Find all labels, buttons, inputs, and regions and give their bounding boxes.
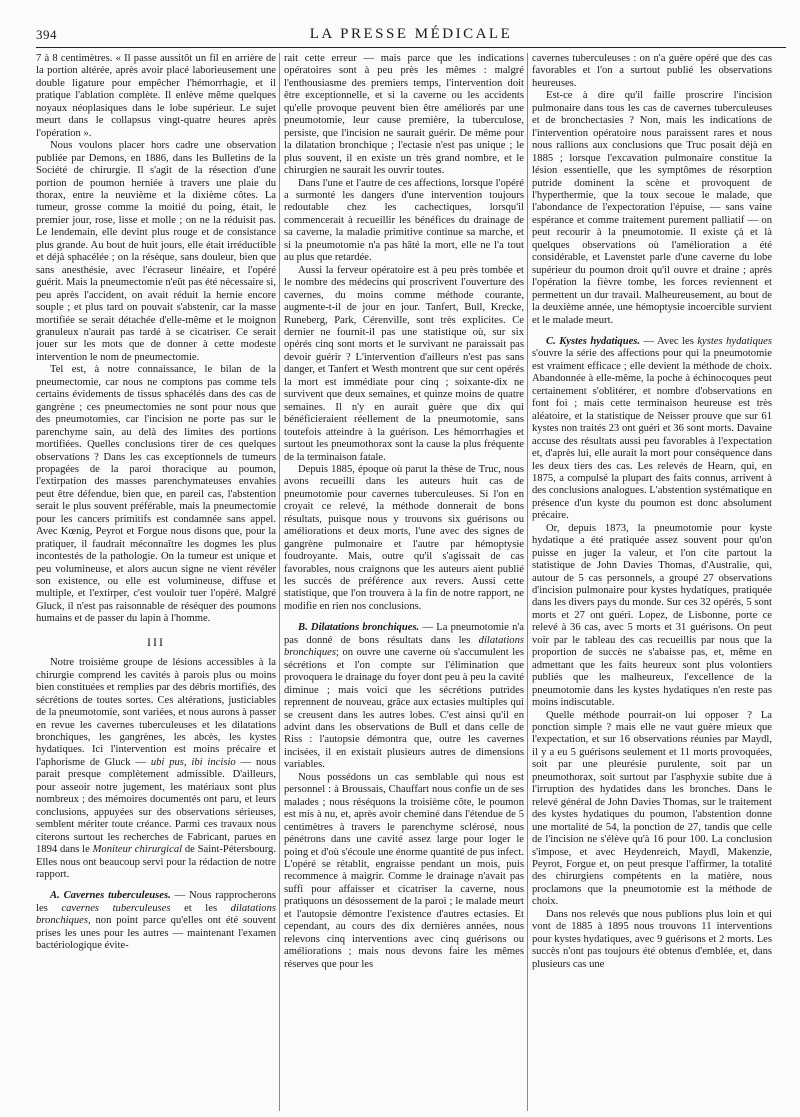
page-header [36,22,786,44]
column-left [36,53,276,1111]
section-heading: III [147,634,165,649]
text-run: — Avec les [643,335,694,347]
paragraph [36,657,276,881]
column-middle [284,53,524,1111]
paragraph [36,890,276,952]
column-divider [279,53,280,1111]
text-run: — nous parait presque complètement admissible. D'ailleurs, pour asseoir notre jugement, les matériaux sont plus nombreux ; des mémoires documentés ont paru, et leurs conclusions, appuyées sur des observations sérieuses, semblent mériter toute créance. Parmi ces travaux nous citerons surtout les recherches de Fabricant, parues en 1894 dans le [36,756,276,856]
paragraph: Dans l'une et l'autre de ces affections, lorsque l'opéré a surmonté les dangers d'une intervention toujours redoutable chez les cachectiques, lorsqu'il commencerait à recueillir les bénéfices du drainage de sa caverne, la maladie primitive continue sa marche, et si la pneumotomie n'a pas hâté la mort, elle ne l'a tout au plus que retardée. [284,177,524,264]
emphasis: kystes hydatiques [697,335,772,347]
paragraph: 7 à 8 centimètres. « Il passe aussitôt un fil en arrière de la portion altérée, après avoir placé laborieusement une double ligature pour empêcher l'hémorrhagie, et il pratique l'ablation complète. Il enlève même quelques noyaux néoplasiques dans le lobe supérieur. Le sujet meurt dans le collapsus vingt-quatre heures après l'opération ». [36,53,276,139]
text-run: Notre troisième groupe de lésions accessibles à la chirurgie comprend les cavités à parois plus ou moins bien constituées et remplies par des débris mortifiés, des sécrétions de toutes sortes. Ces altérations, justiciables de la pneumotomie, sont variées, et nous aurons à passer en revue les cavernes tuberculeuses et les dilatations bronchiques, les gangrènes, les abcès, les kystes hydatiques. Ici l'intervention est moins précaire et l'aphorisme de Gluck — [36,657,276,768]
latin-quote: ubi pus, ibi incisio [150,756,236,768]
text-columns [36,53,788,1111]
journal-name: Moniteur chirurgical [92,844,183,856]
text-run: — La pneumotomie n'a pas donné de bons résultats dans les [284,622,524,646]
paragraph: Quelle méthode pourrait-on lui opposer ? La ponction simple ? mais elle ne vaut guère mieux que l'expectation, et sur 16 observations réunies par Maydl, il y a eu 5 guérisons seulement et 11 morts provoquées, soit par une pleurésie purulente, soit par un pneumothorax, soit surtout par l'asphyxie subite due à l'irruption des hydatides dans les bronches. Dans le relevé général de John Davies Thomas, sur le traitement des kystes hydatiques du poumon, l'abstention donne une mortalité de 54, la ponction de 27, tandis que celle de l'incision ne s'élève qu'à 16 pour 100. La conclusion s'impose, et avec Heydenreich, Maydl, Makenzie, Peyrot, Forgue et, on peut presque l'affirmer, la totalité des chirurgiens compétents en la matière, nous proclamons que la pneumotomie est la méthode de choix. [532,709,772,908]
emphasis: dilatations bronchiques [284,634,524,659]
text-run: s'ouvre la série des affections pour qui la pneumotomie est vraiment efficace ; elle devient la méthode de choix. Abandonnée à elle-même, la poche à échinocoques peut certainement s'oblitérer, et nombre d'observations en font foi ; mais cette terminaison heureuse est très aléatoire, et la statistique de Neisser prouve que sur 61 kystes non traités 23 ont guéri et 36 sont morts. Davaine accuse des résultats aussi peu favorables à l'expectation et, d'après lui, elle aurait la mort pour conséquence dans les deux tiers des cas. Les relevés de Hearn, qui, en 1875, a compulsé la plupart des faits connus, arrivent à des conclusions analogues. L'abstention systématique en présence d'un kyste du poumon est donc absolument précaire. [532,348,772,522]
emphasis: cavernes tuberculeuses [61,902,171,914]
paragraph: Depuis 1885, époque où parut la thèse de Truc, nous avons recueilli dans les auteurs huit cas de pneumotomie pour cavernes tuberculeuses. Si l'on en croyait ce relevé, la méthode donnerait de bons résultats, puisque nous y trouvons six guérisons ou améliorations et deux morts, l'une avec des signes de gangrène pulmonaire et l'autre par hémoptysie foudroyante. Mais, outre qu'il s'agissait de cas favorables, nous craignons que les auteurs aient publié les succès de préférence aux revers. Aussi cette statistique, que l'on trouvera à la fin de notre rapport, ne modifie en rien nos conclusions. [284,463,524,612]
paragraph: rait cette erreur — mais parce que les indications opératoires sont à peu près les mêmes : malgré l'enthousiasme des premiers temps, l'intervention doit être exceptionnelle, et si la caverne ou les accidents qu'elle provoque peuvent bien être améliorés par une pneumotomie, leur cause première, la tuberculose, persiste, que l'incision ne saurait guérir. De même pour la dilatation bronchique ; l'ectasie n'est pas unique ; le plus souvent, il en existe un très grand nombre, et le chirurgien ne saurait les ouvrir toutes. [284,53,524,177]
emphasis: dilatations bronchiques, [36,902,276,927]
paragraph: Nous voulons placer hors cadre une observation publiée par Demons, en 1886, dans les Bulletins de la Société de chirurgie. Il s'agit de la résection d'une portion de poumon herniée à travers une plaie du thorax, entre la neuvième et la dixième côtes. La tumeur, grosse comme la moitié du poing, était, le premier jour, rose, lisse et molle ; on ne la réduisit pas. Le lendemain, elle devint plus rouge et de consistance plus grande. Au bout de huit jours, elle était irréductible et déjà sphacélée ; on la résèque, sans douleur, bien que sans anesthésie, avec l'écraseur linéaire, et l'opéré guérit. Mais la pneumectomie n'eût pas été nécessaire si, peu après l'accident, on avait réduit la hernie encore souple ; et plus tard on pouvait s'abstenir, car la masse mortifiée se serait détachée d'elle-même et le moignon granuleux n'aurait pas tardé à se cicatriser. Ce serait jouer sur les mots que de donner à cette modeste intervention le nom de pneumectomie. [36,140,276,363]
subsection-heading: B. Dilatations bronchiques. [298,622,420,634]
subsection-heading: A. Cavernes tuberculeuses. [50,890,171,902]
column-right [532,53,772,1111]
text-run: non point parce qu'elles ont été souvent prises les unes pour les autres — maintenant l'examen bactériologique évite- [36,915,276,952]
paragraph: Or, depuis 1873, la pneumotomie pour kyste hydatique a été pratiquée assez souvent pour qu'on puisse en juger la valeur, et l'on cite partout la statistique de John Davies Thomas, d'Australie, qui, autour de 5 cas personnels, a groupé 27 observations d'incision pulmonaire pour kystes hydatiques, pratiquée dans les divers pays du monde. Sur ces 32 opérés, 5 sont morts et 27 ont guéri. Lopez, de Lisbonne, porte ce relevé à 36 cas, avec 5 morts et 31 guérisons. On peut voir par le tableau des cas recueillis par nous que la proportion de succès ne s'abaisse pas, et, même en admettant que les faits heureux sont plus volontiers publiés que les malheureux, l'excellence de la pneumotomie dans les kystes hydatiques n'en reste pas moins indiscutable. [532,522,772,709]
subsection-heading: C. Kystes hydatiques. [546,335,641,347]
text-run: et les [184,902,218,914]
text-run: de Saint-Pétersbourg. Elles nous ont beaucoup servi pour la rédaction de notre rapport. [36,844,276,880]
header-rule [36,47,786,48]
paragraph [284,622,524,771]
paragraph: Nous possédons un cas semblable qui nous est personnel : à Broussais, Chauffart nous confie un de ses malades ; nous réséquons la troisième côte, le poumon est mis à nu, et, après avoir cheminé dans l'étendue de 5 centimètres à travers le parenchyme sclérosé, nous pénétrons dans une cavité assez large pour loger le poing et d'où s'écoule une énorme quantité de pus infect. L'opéré se rétablit, engraisse pendant un mois, puis recommence à maigrir. Comme le drainage n'avait pas suffi pour affaisser et cicatriser la caverne, nous pratiquons un désossement de la paroi ; le malade meurt et l'autopsie démontre l'existence d'autres ectasies. Et cependant, au cours des dix dernières années, nous relevons cinq interventions avec cinq guérisons ou améliorations ; mais nous devons faire les mêmes réserves que pour les [284,771,524,970]
column-divider [527,53,528,1111]
text-run: ; on ouvre une caverne où s'accumulent les sécrétions et l'on compte sur l'élimination que provoquera le drainage du foyer dont peu à peu la cavité diminue ; mais voici que les sécrétions putrides reprennent de nouveau, grâce aux ectasies multiples qui se creusent dans les autres lobes. C'est ainsi qu'il en advint dans les observations de Bull et dans celle de Riss : l'autopsie démontra que, outre les cavernes incisées, il en existait plusieurs autres de dimensions variables. [284,647,524,771]
paragraph: Aussi la ferveur opératoire est à peu près tombée et le nombre des médecins qui proscrivent l'ouverture des cavernes, du moins comme méthode courante, augmente-t-il de jour en jour. Tanfert, Bull, Krecke, Runeberg, Park, Cérenville, sont très explicites. Ce dernier ne fournit-il pas une statistique où, sur six opérés cinq sont morts et le survivant ne paraissait pas devoir guérir ? L'intervention d'ailleurs n'est pas sans danger, et Tanfert et Westh montrent que sur cent opérés la mort est immédiate pour cinq ; soixante-dix ne survivent que deux semaines, et quinze moins de quatre semaines. Il n'y en aurait guère que dix qui bénéficieraient réellement de la pneumotomie, sans toutefois atteindre à la guérison. Les hémorrhagies et surtout les pneumothorax sont la cause la plus fréquente de la terminaison fatale. [284,264,524,463]
journal-title: LA PRESSE MÉDICALE [309,26,513,42]
paragraph: Dans nos relevés que nous publions plus loin et qui vont de 1885 à 1895 nous trouvons 11 interventions pour kystes hydatiques, avec 9 guérisons et 2 morts. Les succès n'ont pas toujours été obtenus d'emblée, et, dans plusieurs cas une [532,908,772,970]
paragraph: Est-ce à dire qu'il faille proscrire l'incision pulmonaire dans tous les cas de cavernes tuberculeuses et de bronchectasies ? Non, mais les indications de l'intervention opératoire nous paraissent rares et nous nous rallions aux conclusions que Truc posait déjà en 1885 ; lorsque l'excavation pulmonaire constitue la lésion essentielle, que les symptômes de résorption putride dominent la scène et provoquent de l'hyperthermie, que la toux secoue le malade, que l'abondance de l'expectoration l'épuise, — sans vaine espérance et comme traitement purement palliatif — on peut recourir à la pneumotomie. Il existe çà et là quelques observations où l'amélioration a été considérable, et Lavenstet parle d'une caverne du lobe supérieur du poumon droit qu'il ouvre et draine ; après l'opération la fièvre tombe, les forces reviennent et permettent un dur travail. Malheureusement, au bout de la deuxième année, une hémoptysie incoercible survient et le malade meurt. [532,90,772,326]
text-run: — Nous rapprocherons les [36,890,276,914]
page-number: 394 [36,27,57,42]
paragraph [532,336,772,523]
paragraph: cavernes tuberculeuses : on n'a guère opéré que des cas favorables et l'on a surtout publié les observations heureuses. [532,53,772,89]
paragraph: Tel est, à notre connaissance, le bilan de la pneumectomie, car nous ne comptons pas comme tels certains évidements de tissus sphacélés dans des cas de gangrène ; ces pneumectomies ne sont pour nous que des pneumotomies, car l'incision ne porte pas sur le parenchyme sain, au delà des limites des portions mortifiées. Quelles conclusions tirer de ces quelques observations ? Dans les cas exceptionnels de tumeurs propagées de la paroi thoracique au poumon, l'extirpation des masses parenchymateuses envahies peut être défendue, bien que, en pareil cas, l'abstention serait le plus souvent préférable, mais la pneumectomie pour les cancers primitifs est condamnée sans appel. Avec Kœnig, Peyrot et Forgue nous disons que, pour la pratiquer, il faudrait méconnaître les dogmes les plus incontestés de la pathologie. On la tumeur est unique et peu volumineuse, et alors aucun signe ne vient révéler son existence, ou elle est volumineuse, diffuse et multiple, et l'extirper, c'est vouloir tuer l'opéré. Malgré Gluck, il n'est pas raisonnable de réséquer des poumons humains et de passer du lapin à l'homme. [36,364,276,625]
